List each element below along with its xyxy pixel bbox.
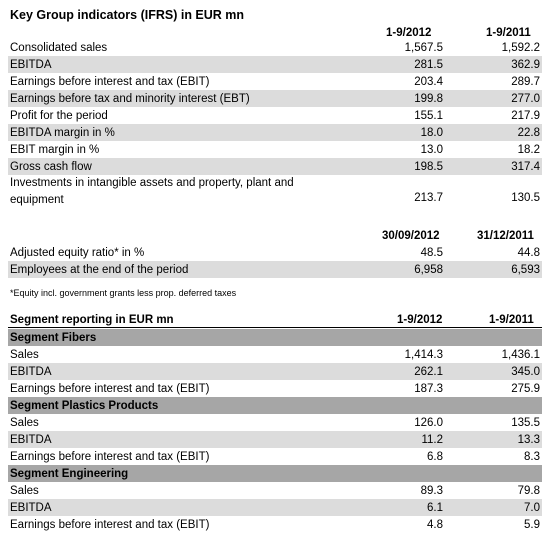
row-value-prior: 6,593	[511, 263, 540, 276]
kgi-col-2-header: 1-9/2011	[486, 27, 531, 39]
row-label: Gross cash flow	[10, 160, 92, 173]
row-value-prior: 345.0	[511, 365, 540, 378]
segment-divider	[8, 327, 542, 328]
row-value-prior: 362.9	[511, 58, 540, 71]
kgi-col-1-header: 1-9/2012	[386, 27, 432, 39]
table-row	[8, 448, 542, 465]
row-label: Adjusted equity ratio* in %	[10, 246, 145, 259]
row-value-prior: 8.3	[524, 450, 540, 463]
table-row	[8, 73, 542, 90]
row-value-prior: 289.7	[511, 75, 540, 88]
row-value-current: 187.3	[414, 382, 443, 395]
segment-name: Segment Engineering	[10, 467, 129, 480]
row-value-current: 281.5	[414, 58, 443, 71]
row-value-current: 1,567.5	[404, 41, 443, 54]
table-row	[8, 482, 542, 499]
row-label: EBITDA margin in %	[10, 126, 115, 139]
table-row	[8, 124, 542, 141]
row-value-current: 89.3	[420, 484, 443, 497]
row-value-prior: 1,436.1	[501, 348, 540, 361]
table-row	[8, 499, 542, 516]
table-row	[8, 431, 542, 448]
segment-col-2-header: 1-9/2011	[489, 314, 534, 326]
row-value-prior: 44.8	[517, 246, 540, 259]
table-row	[8, 363, 542, 380]
row-value-current: 1,414.3	[404, 348, 443, 361]
row-value-current: 6.8	[427, 450, 443, 463]
segment-col-1-header: 1-9/2012	[397, 314, 443, 326]
segment-header	[8, 397, 542, 414]
page-title: Key Group indicators (IFRS) in EUR mn	[10, 8, 245, 22]
row-value-current: 126.0	[414, 416, 443, 429]
table-row	[8, 346, 542, 363]
row-label: Earnings before interest and tax (EBIT)	[10, 382, 210, 395]
row-value-prior: 18.2	[517, 143, 540, 156]
table-row	[8, 516, 542, 533]
row-value-prior: 1,592.2	[501, 41, 540, 54]
table-row	[8, 175, 542, 209]
table-row	[8, 244, 542, 261]
row-label: Sales	[10, 484, 39, 497]
row-value-prior: 130.5	[511, 192, 540, 204]
row-label: EBITDA	[10, 58, 52, 71]
row-label: EBITDA	[10, 365, 52, 378]
row-value-current: 18.0	[420, 126, 443, 139]
row-value-current: 6,958	[414, 263, 443, 276]
row-value-prior: 135.5	[511, 416, 540, 429]
segment-name: Segment Fibers	[10, 331, 97, 344]
segment-title: Segment reporting in EUR mn	[10, 314, 174, 326]
table-row	[8, 107, 542, 124]
table-row	[8, 90, 542, 107]
row-label: Earnings before interest and tax (EBIT)	[10, 450, 210, 463]
row-value-current: 155.1	[414, 109, 443, 122]
balance-col-1-header: 30/09/2012	[382, 230, 440, 242]
row-value-prior: 217.9	[511, 109, 540, 122]
row-value-prior: 277.0	[511, 92, 540, 105]
row-label: Earnings before interest and tax (EBIT)	[10, 518, 210, 531]
segment-name: Segment Plastics Products	[10, 399, 159, 412]
row-label: EBIT margin in %	[10, 143, 100, 156]
row-label: Profit for the period	[10, 109, 108, 122]
row-label: EBITDA	[10, 501, 52, 514]
row-value-prior: 317.4	[511, 160, 540, 173]
table-row	[8, 158, 542, 175]
table-row	[8, 261, 542, 278]
row-label: Sales	[10, 348, 39, 361]
row-value-current: 262.1	[414, 365, 443, 378]
row-label: Consolidated sales	[10, 41, 108, 54]
row-value-prior: 79.8	[517, 484, 540, 497]
row-value-prior: 13.3	[517, 433, 540, 446]
row-label: Earnings before tax and minority interest (EBT)	[10, 92, 250, 105]
table-row	[8, 141, 542, 158]
row-value-prior: 7.0	[524, 501, 540, 514]
row-value-current: 203.4	[414, 75, 443, 88]
table-row	[8, 380, 542, 397]
row-label: Earnings before interest and tax (EBIT)	[10, 75, 210, 88]
row-value-prior: 275.9	[511, 382, 540, 395]
row-value-current: 11.2	[421, 433, 443, 446]
table-row	[8, 56, 542, 73]
row-label: Sales	[10, 416, 39, 429]
segment-header	[8, 465, 542, 482]
row-value-current: 6.1	[427, 501, 443, 514]
balance-col-2-header: 31/12/2011	[477, 230, 534, 242]
row-value-current: 198.5	[414, 160, 443, 173]
row-value-current: 13.0	[420, 143, 443, 156]
row-value-current: 4.8	[427, 518, 443, 531]
row-label: Employees at the end of the period	[10, 263, 189, 276]
row-value-current: 48.5	[420, 246, 443, 259]
table-row	[8, 414, 542, 431]
row-label: Investments in intangible assets and property, plant and equipment	[10, 177, 294, 206]
row-value-prior: 22.8	[517, 126, 540, 139]
table-row	[8, 39, 542, 56]
row-value-prior: 5.9	[524, 518, 540, 531]
row-value-current: 213.7	[414, 192, 443, 204]
footnote: *Equity incl. government grants less prop. deferred taxes	[10, 288, 237, 298]
row-value-current: 199.8	[414, 92, 443, 105]
row-label: EBITDA	[10, 433, 52, 446]
segment-header	[8, 329, 542, 346]
